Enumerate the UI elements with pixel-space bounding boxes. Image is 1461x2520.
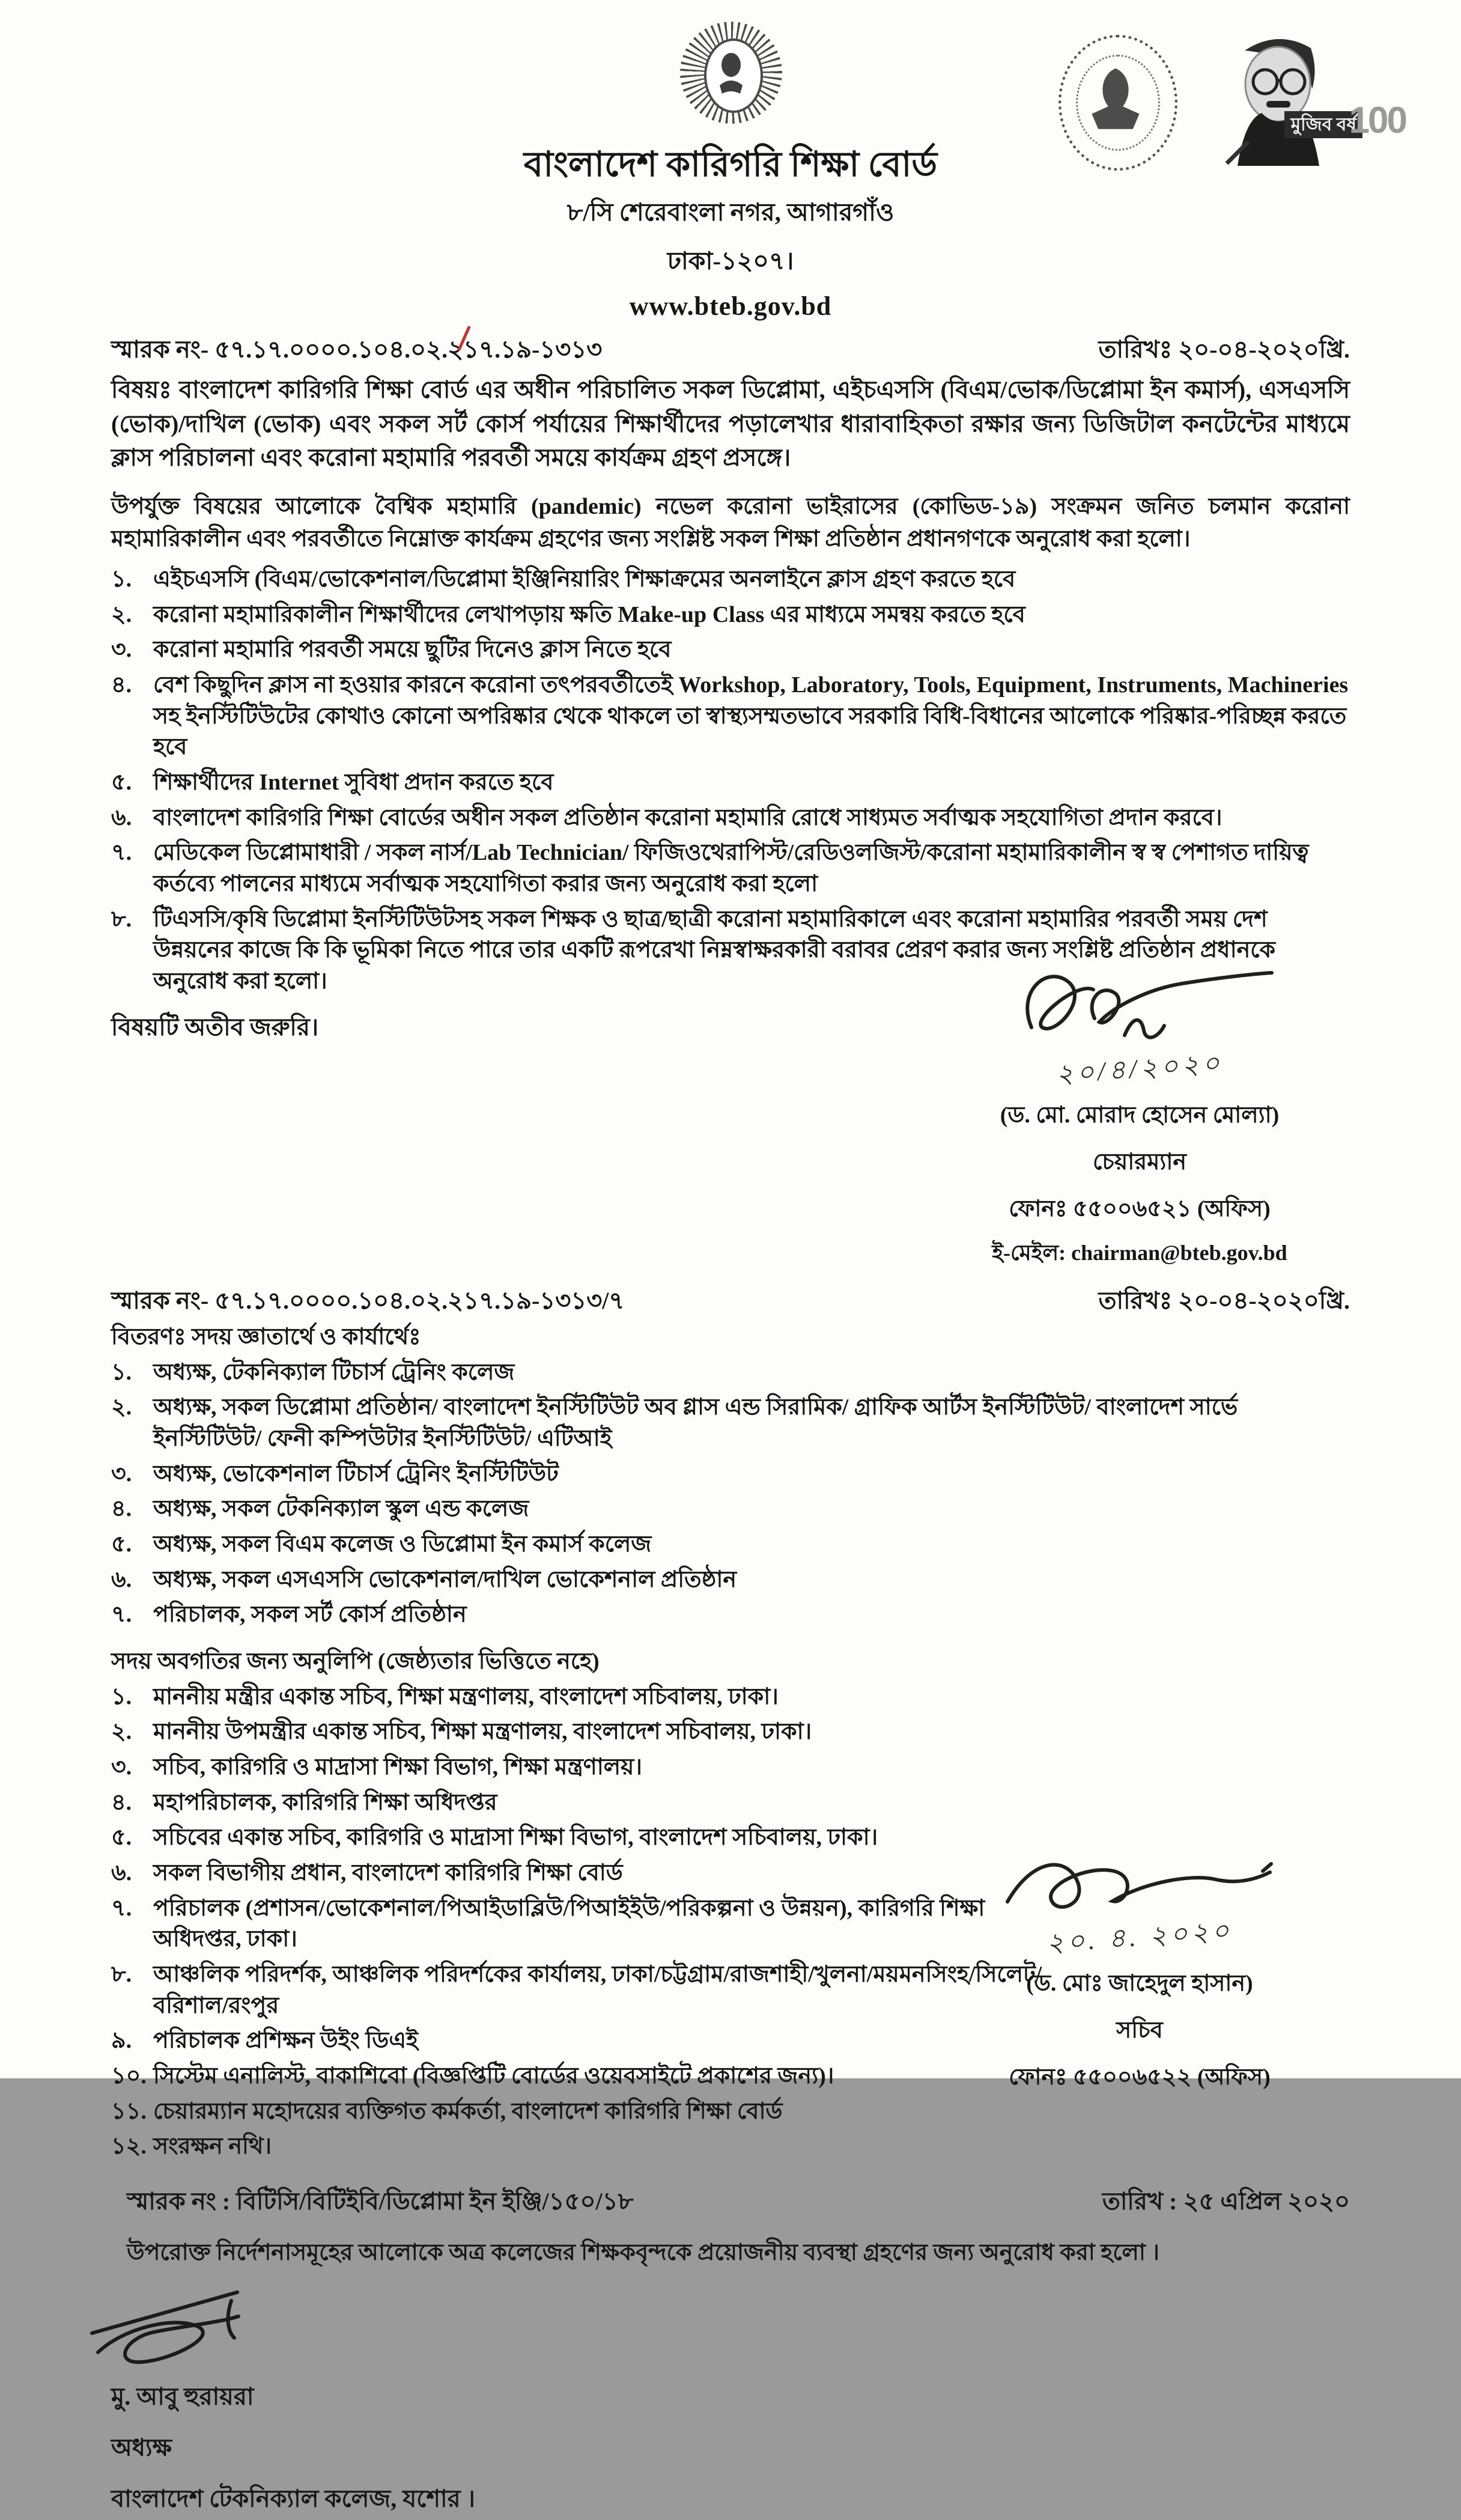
principal-signature-block xyxy=(111,2283,1350,2520)
list-item xyxy=(111,1459,1350,1490)
item-text: অধ্যক্ষ, সকল ডিপ্লোমা প্রতিষ্ঠান/ বাংলাদেশ ইনস্টিটিউট অব গ্লাস এন্ড সিরামিক/ গ্রাফিক আর্টস ইনস্টিটিউট/ বাংলাদেশ সার্ভে ইনস্টিটিউট/ ফেনী কম্পিউটার ইনস্টিটিউট/ এটিআই xyxy=(153,1395,1238,1451)
list-item xyxy=(111,1717,1048,1748)
item-text: সিস্টেম এনালিস্ট, বাকাশিবো (বিজ্ঞপ্তিটি বোর্ডের ওয়েবসাইটে প্রকাশের জন্য)। xyxy=(153,2063,834,2089)
item-number: ৭. xyxy=(111,1895,132,1921)
chairman-email: ই-মেইল: chairman@bteb.gov.bd xyxy=(992,1240,1287,1265)
emblem-core-icon xyxy=(704,38,758,108)
list-item xyxy=(111,767,1350,799)
secretary-name: (ড. মোঃ জাহেদুল হাসান) xyxy=(1026,1970,1253,1996)
item-number: ৩. xyxy=(111,1461,132,1487)
item-text: আঞ্চলিক পরিদর্শক, আঞ্চলিক পরিদর্শকের কার্যালয়, ঢাকা/চট্টগ্রাম/রাজশাহী/খুলনা/ময়মনসিংহ/সিলেট/বরিশাল/রংপুর xyxy=(153,1961,1042,2018)
secretary-signature-block xyxy=(947,1845,1332,2098)
item-text: করোনা মহামারি পরবর্তী সময়ে ছুটির দিনেও ক্লাস নিতে হবে xyxy=(153,637,672,663)
seal-book-icon xyxy=(1062,38,1170,163)
copies-list xyxy=(111,1682,1048,2162)
chairman-handwritten-date: ২০/৪/২০২০ xyxy=(1055,1048,1224,1089)
item-number: ১. xyxy=(111,567,132,592)
list-item xyxy=(111,1494,1350,1525)
bteb-emblem-icon xyxy=(675,16,786,142)
item-number: ৩. xyxy=(111,1754,132,1780)
list-item xyxy=(111,600,1350,631)
chairman-signature-block xyxy=(929,958,1350,1273)
closing-paragraph: উপরোক্ত নির্দেশনাসমূহের আলোকে অত্র কলেজের শিক্ষকবৃন্দকে প্রয়োজনীয় ব্যবস্থা গ্রহণের জন্য অনুরোধ করা হলো । xyxy=(127,2239,1159,2265)
item-number: ৬. xyxy=(111,805,132,830)
list-item xyxy=(111,1959,1048,2021)
list-item xyxy=(111,1858,1048,1889)
subject-line: বিষয়ঃ বাংলাদেশ কারিগরি শিক্ষা বোর্ড এর অধীন পরিচালিত সকল ডিপ্লোমা, এইচএসসি (বিএম/ভোক/ডিপ্লোমা ইন কমার্স), এসএসসি (ভোক)/দাখিল (ভোক) এবং সকল সর্ট কোর্স পর্যায়ের শিক্ষার্থীদের পড়ালেখার ধারাবাহিকতা রক্ষার জন্য ডিজিটাল কনটেন্টের মাধ্যমে ক্লাস পরিচালনা এবং করোনা মহামারি পরবর্তী সময়ে কার্যক্রম গ্রহণ প্রসঙ্গে। xyxy=(111,376,1350,472)
item-text: মহাপরিচালক, কারিগরি শিক্ষা অধিদপ্তর xyxy=(153,1789,497,1815)
item-text: পরিচালক (প্রশাসন/ভোকেশনাল/পিআইডাব্লিউ/পিআইইউ/পরিকল্পনা ও উন্নয়ন), কারিগরি শিক্ষা অধিদপ্তর, ঢাকা। xyxy=(153,1895,985,1952)
item-number: ৮. xyxy=(111,906,132,932)
mujib-borsho-label: মুজিব বর্ষ xyxy=(1284,111,1362,138)
list-item xyxy=(111,2096,1048,2128)
mujib-portrait-icon xyxy=(1209,24,1347,166)
principal-name: মু. আবু হুরায়রা xyxy=(111,2382,254,2410)
memo-number-2: স্মারক নং- ৫৭.১৭.০০০০.১০৪.০২.২১৭.১৯-১৩১৩/৭ xyxy=(111,1286,625,1314)
item-number: ১১. xyxy=(111,2098,147,2124)
memo-row-1 xyxy=(111,335,1350,365)
item-text: সকল বিভাগীয় প্রধান, বাংলাদেশ কারিগরি শিক্ষা বোর্ড xyxy=(153,1860,623,1885)
secretary-handwritten-date: ২০. ৪. ২০২০ xyxy=(1045,1916,1234,1958)
list-item xyxy=(111,1788,1048,1819)
item-text: শিক্ষার্থীদের Internet সুবিধা প্রদান করতে হবে xyxy=(153,770,554,796)
memo-row-3 xyxy=(111,2187,1350,2217)
item-text: অধ্যক্ষ, টেকনিক্যাল টিচার্স ট্রেনিং কলেজ xyxy=(153,1359,515,1385)
mujib-100-label: 100 xyxy=(1349,100,1406,141)
item-number: ২. xyxy=(111,1719,132,1745)
item-number: ২. xyxy=(111,601,132,627)
item-number: ৬. xyxy=(111,1860,132,1885)
list-item xyxy=(111,2061,1048,2092)
urgent-note: বিষয়টি অতীব জরুরি। xyxy=(111,1013,319,1041)
org-name: বাংলাদেশ কারিগরি শিক্ষা বোর্ড xyxy=(523,145,938,184)
item-text: টিএসসি/কৃষি ডিপ্লোমা ইনস্টিটিউটসহ সকল শিক্ষক ও ছাত্র/ছাত্রী করোনা মহামারিকালে এবং করোনা মহামারির পরবর্তী সময় দেশ উন্নয়নের কাজে কি কি ভূমিকা নিতে পারে তার একটি রূপরেখা নিম্নস্বাক্ষরকারী বরাবর প্রেরণ করার জন্য সংশ্লিষ্ট প্রতিষ্ঠান প্রধানকে অনুরোধ করা হলো। xyxy=(153,906,1276,994)
secretary-signature xyxy=(998,1845,1281,1917)
item-text: সংরক্ষন নথি। xyxy=(153,2134,272,2159)
list-item xyxy=(111,1599,1350,1631)
list-item xyxy=(111,1392,1350,1454)
item-number: ৫. xyxy=(111,1531,132,1557)
intro-paragraph: উপর্যুক্ত বিষয়ের আলোকে বৈশ্বিক মহামারি (pandemic) নভেল করোনা ভাইরাসের (কোভিড-১৯) সংক্রমন জনিত চলমান করোনা মহামারিকালীন এবং পরবর্তীতে নিম্নোক্ত কার্যক্রম গ্রহণের জন্য সংশ্লিষ্ট সকল শিক্ষা প্রতিষ্ঠান প্রধানগণকে অনুরোধ করা হলো। xyxy=(111,494,1350,552)
list-item xyxy=(111,1357,1350,1389)
list-item xyxy=(111,1529,1350,1560)
item-text: অধ্যক্ষ, ভোকেশনাল টিচার্স ট্রেনিং ইনস্টিটিউট xyxy=(153,1461,559,1487)
item-number: ৮. xyxy=(111,1961,132,1987)
item-text: অধ্যক্ষ, সকল বিএম কলেজ ও ডিপ্লোমা ইন কমার্স কলেজ xyxy=(153,1531,652,1557)
chairman-phone: ফোনঃ ৫৫০০৬৫২১ (অফিস) xyxy=(1009,1196,1271,1222)
item-text: সচিব, কারিগরি ও মাদ্রাসা শিক্ষা বিভাগ, শিক্ষা মন্ত্রণালয়। xyxy=(153,1754,643,1780)
item-text: সচিবের একান্ত সচিব, কারিগরি ও মাদ্রাসা শিক্ষা বিভাগ, বাংলাদেশ সচিবালয়, ঢাকা। xyxy=(153,1825,878,1851)
item-number: ২. xyxy=(111,1395,132,1420)
item-number: ১০. xyxy=(111,2063,147,2089)
chairman-name: (ড. মো. মোরাদ হোসেন মোল্যা) xyxy=(1000,1102,1280,1128)
item-number: ৩. xyxy=(111,637,132,663)
org-address-line2: ঢাকা-১২০৭। xyxy=(667,246,794,275)
item-number: ৭. xyxy=(111,1602,132,1628)
memo-number-3: স্মারক নং : বিটিসি/বিটিইবি/ডিপ্লোমা ইন ইঞ্জি/১৫০/১৮ xyxy=(127,2187,634,2215)
item-text: বাংলাদেশ কারিগরি শিক্ষা বোর্ডের অধীন সকল প্রতিষ্ঠান করোনা মহামারি রোধে সাধ্যমত সর্বাত্মক সহযোগিতা প্রদান করবে। xyxy=(153,805,1223,830)
copies-section xyxy=(111,1646,1350,2162)
item-text: পরিচালক প্রশিক্ষন উইং ডিএই xyxy=(153,2028,418,2054)
item-number: ৪. xyxy=(111,672,132,698)
item-text: মাননীয় মন্ত্রীর একান্ত সচিব, শিক্ষা মন্ত্রণালয়, বাংলাদেশ সচিবালয়, ঢাকা। xyxy=(153,1684,779,1709)
principal-signature xyxy=(87,2283,279,2367)
principal-college: বাংলাদেশ টেকনিক্যাল কলেজ, যশোর । xyxy=(111,2485,475,2512)
memo-date-1: তারিখঃ ২০-০৪-২০২০খ্রি. xyxy=(1098,335,1350,363)
memo-date-3: তারিখ : ২৫ এপ্রিল ২০২০ xyxy=(1102,2187,1350,2215)
list-item xyxy=(111,670,1350,763)
item-text: বেশ কিছুদিন ক্লাস না হওয়ার কারনে করোনা তৎপরবর্তীতেই Workshop, Laboratory, Tools, Equipment, Instruments, Machineries সহ ইনস্টিটিউটের কোথাও কোনো অপরিষ্কার থেকে থাকলে তা স্বাস্থ্যসম্মতভাবে সরকারি বিধি-বিধানের আলোকে পরিষ্কার-পরিচ্ছন্ন করতে হবে xyxy=(153,672,1349,760)
org-address-line1: ৮/সি শেরেবাংলা নগর, আগারগাঁও xyxy=(566,198,895,226)
item-text: অধ্যক্ষ, সকল এসএসসি ভোকেশনাল/দাখিল ভোকেশনাল প্রতিষ্ঠান xyxy=(153,1566,737,1592)
item-text: এইচএসসি (বিএম/ভোকেশনাল/ডিপ্লোমা ইঞ্জিনিয়ারিং শিক্ষাক্রমের অনলাইনে ক্লাস গ্রহণ করতে হবে xyxy=(153,567,1016,592)
item-number: ৪. xyxy=(111,1789,132,1815)
directives-list xyxy=(111,564,1350,997)
item-number: ৪. xyxy=(111,1496,132,1522)
item-text: করোনা মহামারিকালীন শিক্ষার্থীদের লেখাপড়ায় ক্ষতি Make-up Class এর মাধ্যমে সমন্বয় করতে হবে xyxy=(153,601,1025,627)
item-text: মেডিকেল ডিপ্লোমাধারী / সকল নার্স/Lab Technician/ ফিজিওথেরাপিস্ট/রেডিওলজিস্ট/করোনা মহামারিকালীন স্ব স্ব পেশাগত দায়িত্ব কর্তব্যে পালনের মাধ্যমে সর্বাত্মক সহযোগিতা করার জন্য অনুরোধ করা হলো xyxy=(153,840,1309,897)
list-item xyxy=(111,2131,1048,2162)
distribution-list xyxy=(111,1357,1350,1631)
list-item xyxy=(111,1682,1048,1713)
item-number: ৬. xyxy=(111,1566,132,1592)
list-item xyxy=(111,1893,1048,1955)
list-item xyxy=(111,564,1350,595)
item-text: মাননীয় উপমন্ত্রীর একান্ত সচিব, শিক্ষা মন্ত্রণালয়, বাংলাদেশ সচিবালয়, ঢাকা। xyxy=(153,1719,812,1745)
list-item xyxy=(111,635,1350,666)
principal-title: অধ্যক্ষ xyxy=(111,2433,172,2461)
board-seal-icon xyxy=(1059,35,1177,171)
memo-number-1: স্মারক নং- ৫৭.১৭.০০০০.১০৪.০২.২১৭.১৯-১৩১৩ xyxy=(111,335,603,363)
secretary-phone: ফোনঃ ৫৫০০৬৫২২ (অফিস) xyxy=(1009,2064,1271,2090)
secretary-title: সচিব xyxy=(1116,2017,1163,2043)
item-text: পরিচালক, সকল সর্ট কোর্স প্রতিষ্ঠান xyxy=(153,1602,467,1628)
copies-heading: সদয় অবগতির জন্য অনুলিপি (জেষ্ঠ্যতার ভিত্তিতে নহে) xyxy=(111,1648,600,1674)
list-item xyxy=(111,838,1350,899)
item-number: ১. xyxy=(111,1359,132,1385)
org-website: www.bteb.gov.bd xyxy=(629,291,832,321)
mujib-100-logo xyxy=(1209,24,1407,166)
memo-row-2 xyxy=(111,1286,1350,1316)
item-number: ৫. xyxy=(111,1825,132,1851)
list-item xyxy=(111,1752,1048,1783)
list-item xyxy=(111,1822,1048,1854)
item-number: ১২. xyxy=(111,2134,147,2159)
list-item xyxy=(111,904,1350,997)
item-number: ১. xyxy=(111,1684,132,1709)
item-number: ৯. xyxy=(111,2028,132,2054)
item-number: ৭. xyxy=(111,840,132,866)
distribution-heading: বিতরণঃ সদয় জ্ঞাতার্থে ও কার্যার্থেঃ xyxy=(111,1324,421,1350)
list-item xyxy=(111,1565,1350,1596)
list-item xyxy=(111,803,1350,834)
list-item xyxy=(111,2025,1048,2057)
item-text: চেয়ারম্যান মহোদয়ের ব্যক্তিগত কর্মকর্তা, বাংলাদেশ কারিগরি শিক্ষা বোর্ড xyxy=(153,2098,783,2124)
item-number: ৫. xyxy=(111,770,132,796)
item-text: অধ্যক্ষ, সকল টেকনিক্যাল স্কুল এন্ড কলেজ xyxy=(153,1496,529,1522)
memo-date-2: তারিখঃ ২০-০৪-২০২০খ্রি. xyxy=(1098,1286,1350,1314)
chairman-title: চেয়ারম্যান xyxy=(1092,1149,1187,1175)
